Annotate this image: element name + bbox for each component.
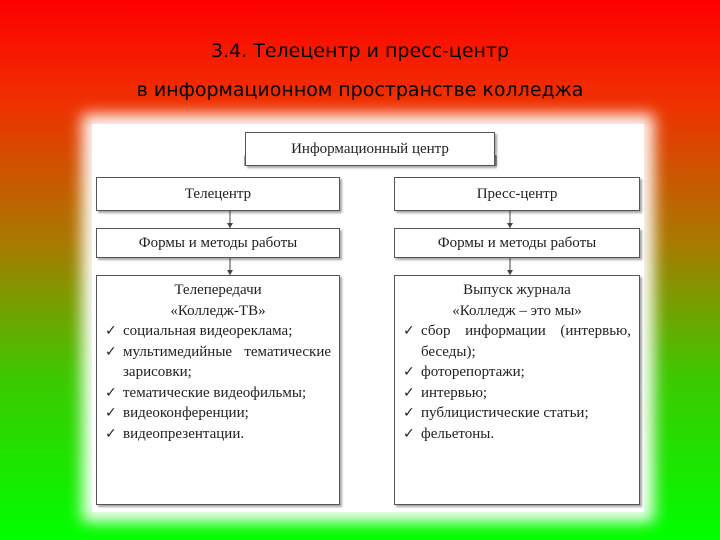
list-item: ✓ видеопрезентации.: [105, 424, 331, 445]
press-center-box: [394, 177, 640, 211]
slide-title-line2: в информационном пространстве колледжа: [136, 79, 584, 101]
list-item: ✓ мультимедийные тематические зарисовки;: [105, 342, 331, 383]
press-center-label: Пресс-центр: [476, 185, 558, 202]
list-item: ✓ фоторепортажи;: [403, 362, 631, 383]
left-content-box: [96, 275, 340, 505]
slide-title-line1: 3.4. Телецентр и пресс-центр: [210, 40, 510, 62]
left-methods-box: [96, 228, 340, 258]
info-center-label: Информационный центр: [291, 140, 449, 157]
left-checklist: [105, 321, 331, 444]
diagram-panel: [92, 124, 644, 512]
right-content-title: Выпуск журнала: [463, 282, 571, 298]
list-item: ✓ тематические видеофильмы;: [105, 383, 331, 404]
tele-center-box: [96, 177, 340, 211]
right-checklist: [403, 321, 631, 444]
right-methods-box: [394, 228, 640, 258]
tele-center-label: Телецентр: [184, 185, 252, 202]
list-item: ✓ социальная видеореклама;: [105, 321, 331, 342]
left-content-subtitle: «Колледж-ТВ»: [170, 302, 266, 319]
list-item: ✓ фельетоны.: [403, 424, 631, 445]
right-methods-label: Формы и методы работы: [437, 234, 597, 251]
right-content-subtitle: «Колледж – это мы»: [452, 302, 582, 319]
left-methods-label: Формы и методы работы: [138, 234, 298, 251]
list-item: ✓ публицистические статьи;: [403, 403, 631, 424]
list-item: ✓ видеоконференции;: [105, 403, 331, 424]
right-content-box: [394, 275, 640, 505]
info-center-box: [245, 132, 495, 166]
left-content-title: Телепередачи: [174, 282, 262, 298]
list-item: ✓ интервью;: [403, 383, 631, 404]
list-item: ✓ сбор информации (интервью, беседы);: [403, 321, 631, 362]
